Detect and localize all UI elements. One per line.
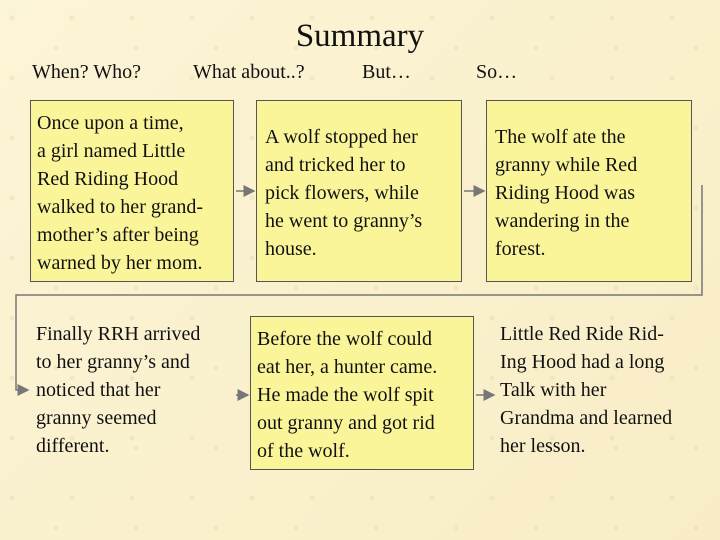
header-so: So… [476,61,518,83]
header-when-who: When? Who? [32,61,142,83]
box-when-who: Once upon a time, a girl named Little Red Riding Hood walked to her grand- mother’s after being warned by her mom. [30,100,234,282]
arrow-3-to-4 [16,185,702,390]
box-so-bottom: Little Red Ride Rid- Ing Hood had a long Talk with her Grandma and learned her lesson. [500,323,673,457]
box-what-about: A wolf stopped her and tricked her to pick flowers, while he went to granny’s house. [256,100,462,282]
box-finally: Finally RRH arrived to her granny’s and noticed that her granny seemed different. [36,323,201,457]
box-but-bottom: Before the wolf could eat her, a hunter came. He made the wolf spit out granny and got rid of the wolf. [250,316,474,470]
header-what-about: What about..? [193,61,305,83]
page-title: Summary [295,18,425,54]
box-so-top: The wolf ate the granny while Red Riding Hood was wandering in the forest. [486,100,692,282]
header-but: But… [362,61,411,83]
